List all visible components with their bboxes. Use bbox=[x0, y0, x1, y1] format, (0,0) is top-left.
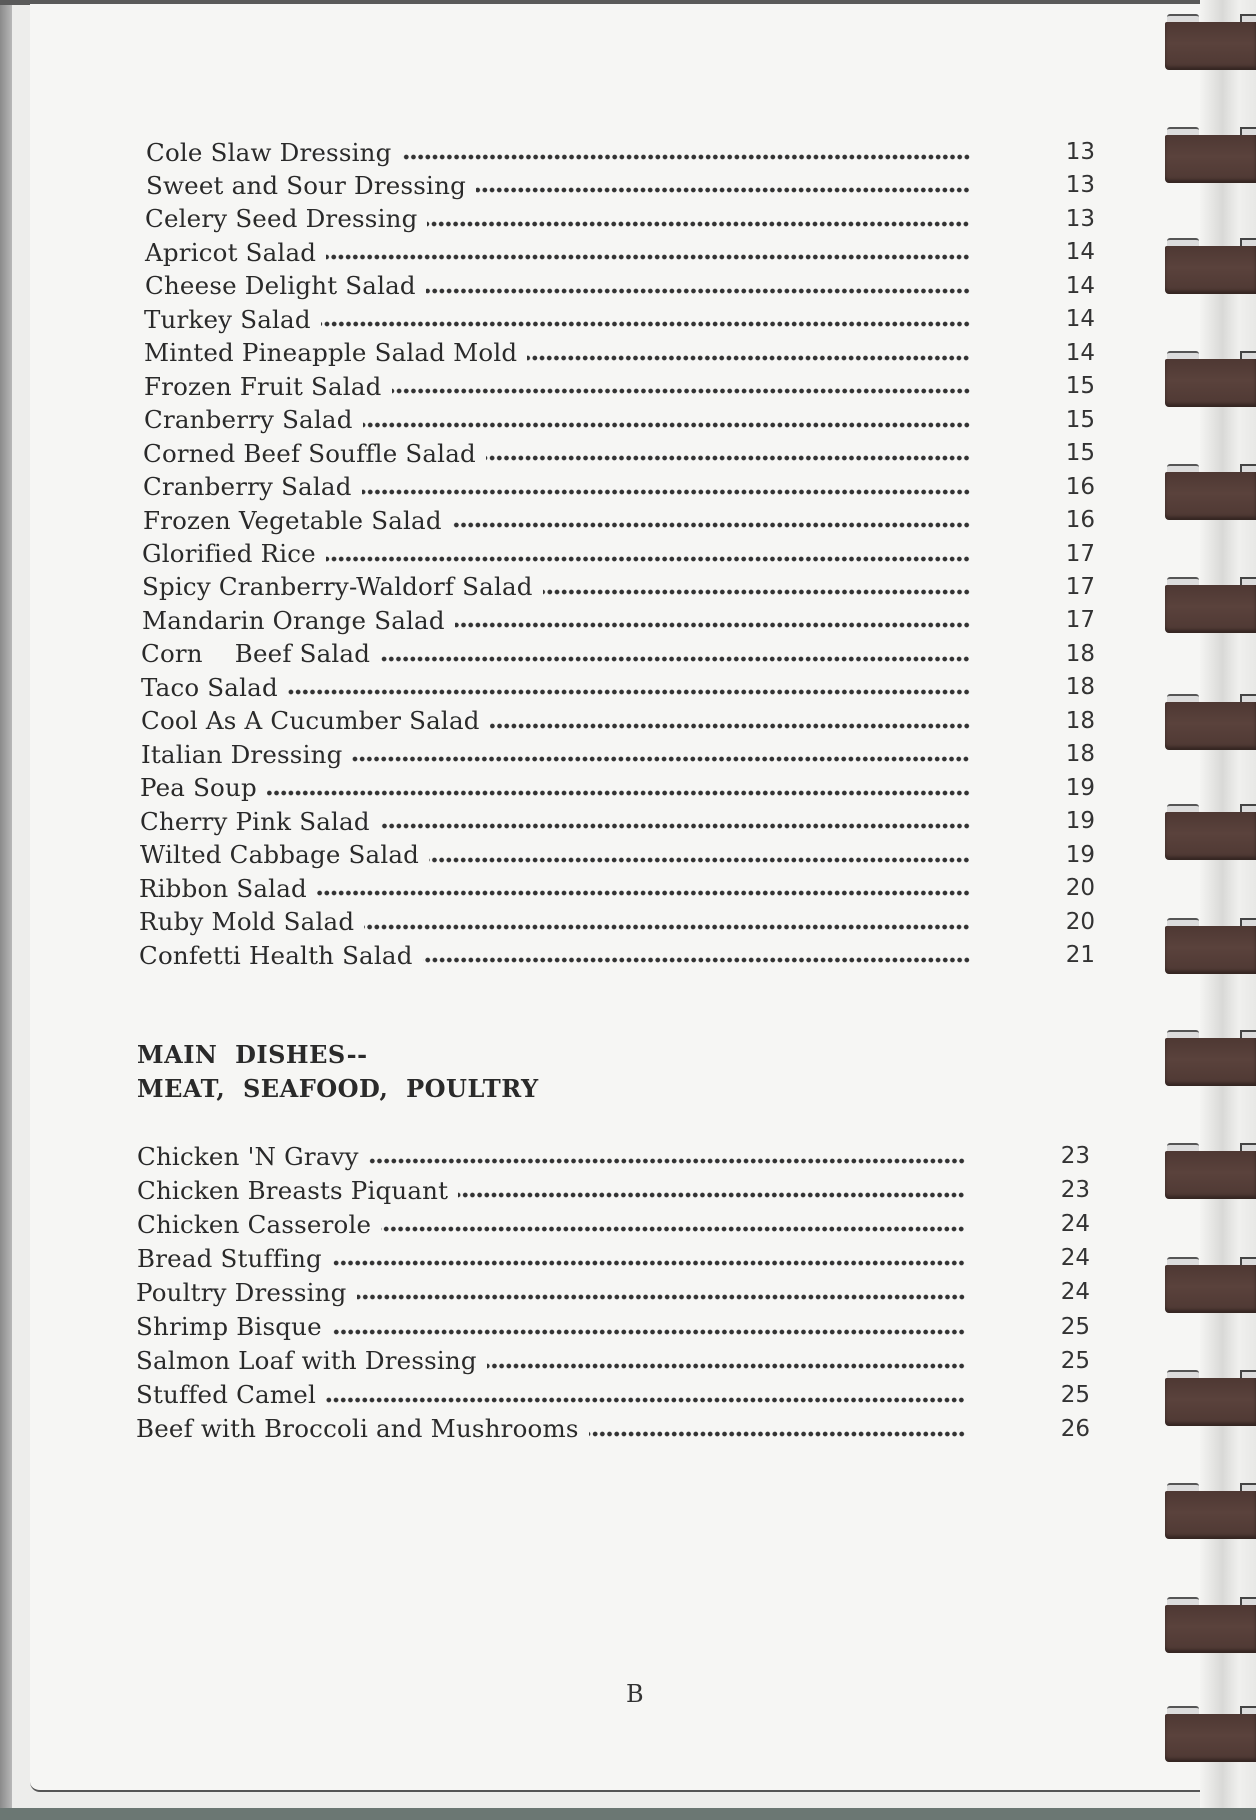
dot-leader bbox=[352, 755, 970, 763]
entry-page-number: 17 bbox=[1065, 540, 1095, 567]
dot-leader bbox=[267, 789, 970, 797]
binding-ring bbox=[1165, 14, 1256, 70]
entry-page-number: 25 bbox=[1060, 1313, 1090, 1340]
entry-title: Chicken Casserole bbox=[137, 1209, 372, 1239]
entry-title: Corn Beef Salad bbox=[141, 639, 371, 669]
binding-ring bbox=[1165, 1030, 1256, 1086]
entry-title: Poultry Dressing bbox=[136, 1277, 347, 1307]
toc-entry bbox=[139, 938, 1095, 972]
toc-entry bbox=[137, 1207, 1090, 1241]
dot-leader bbox=[527, 354, 970, 362]
entry-page-number: 24 bbox=[1060, 1245, 1090, 1272]
toc-entry bbox=[141, 670, 1095, 704]
binding-ring bbox=[1165, 1257, 1256, 1313]
section-heading-main-dishes: MAIN DISHES-- bbox=[137, 1040, 368, 1069]
entry-page-number: 18 bbox=[1065, 707, 1095, 734]
dot-leader bbox=[452, 521, 970, 529]
entry-page-number: 13 bbox=[1065, 172, 1095, 199]
entry-page-number: 17 bbox=[1065, 573, 1095, 600]
entry-title: Chicken Breasts Piquant bbox=[137, 1175, 449, 1205]
entry-title: Cole Slaw Dressing bbox=[146, 137, 392, 167]
toc-entry bbox=[136, 1310, 1090, 1344]
entry-page-number: 13 bbox=[1065, 139, 1095, 165]
entry-page-number: 23 bbox=[1060, 1143, 1090, 1169]
dot-leader bbox=[362, 488, 970, 496]
entry-page-number: 15 bbox=[1065, 373, 1095, 400]
dot-leader bbox=[381, 1225, 965, 1233]
entry-page-number: 18 bbox=[1065, 674, 1095, 701]
entry-title: Celery Seed Dressing bbox=[145, 204, 418, 234]
dot-leader bbox=[369, 1157, 965, 1165]
entry-page-number: 25 bbox=[1060, 1381, 1090, 1408]
entry-title: Apricot Salad bbox=[145, 237, 317, 267]
entry-title: Confetti Health Salad bbox=[139, 940, 413, 970]
binding-ring bbox=[1165, 804, 1256, 860]
toc-entry bbox=[139, 905, 1095, 939]
binding-ring bbox=[1165, 918, 1256, 974]
entry-title: Turkey Salad bbox=[144, 304, 311, 334]
dot-leader bbox=[357, 1293, 965, 1301]
binding-ring bbox=[1165, 1597, 1256, 1653]
toc-entry bbox=[142, 537, 1095, 571]
dot-leader bbox=[543, 588, 970, 596]
entry-page-number: 25 bbox=[1060, 1347, 1090, 1374]
entry-title: Ribbon Salad bbox=[139, 873, 307, 903]
toc-entry bbox=[137, 1241, 1090, 1275]
dot-leader bbox=[321, 320, 970, 328]
entry-title: Mandarin Orange Salad bbox=[142, 605, 445, 635]
page-label: B bbox=[626, 1680, 644, 1708]
entry-page-number: 14 bbox=[1065, 239, 1095, 266]
entry-title: Stuffed Camel bbox=[136, 1380, 317, 1410]
entry-page-number: 19 bbox=[1065, 841, 1095, 868]
toc-entry bbox=[144, 369, 1095, 403]
dot-leader bbox=[364, 923, 970, 931]
toc-entry bbox=[141, 704, 1095, 738]
dot-leader bbox=[455, 621, 970, 629]
toc-entry bbox=[140, 838, 1095, 872]
dot-leader bbox=[326, 253, 970, 261]
entry-title: Cherry Pink Salad bbox=[140, 806, 370, 836]
entry-page-number: 26 bbox=[1060, 1415, 1090, 1442]
binding-ring bbox=[1165, 351, 1256, 407]
entry-page-number: 20 bbox=[1065, 875, 1095, 902]
toc-entry bbox=[143, 470, 1095, 504]
dot-leader bbox=[429, 856, 970, 864]
dot-leader bbox=[458, 1191, 965, 1199]
toc-entry bbox=[146, 168, 1095, 202]
entry-title: Beef with Broccoli and Mushrooms bbox=[136, 1414, 579, 1444]
entry-page-number: 19 bbox=[1065, 774, 1095, 801]
dot-leader bbox=[326, 1396, 965, 1404]
entry-page-number: 21 bbox=[1065, 942, 1095, 969]
entry-page-number: 14 bbox=[1065, 306, 1095, 333]
entry-title: Salmon Loaf with Dressing bbox=[136, 1346, 477, 1376]
toc-entry bbox=[144, 403, 1095, 437]
binding-ring bbox=[1165, 1706, 1256, 1762]
bottom-background-strip bbox=[0, 1808, 1256, 1820]
entry-page-number: 20 bbox=[1065, 908, 1095, 935]
dot-leader bbox=[392, 387, 970, 395]
toc-entry bbox=[140, 804, 1095, 838]
toc-entry bbox=[145, 202, 1095, 236]
dot-leader bbox=[423, 956, 970, 964]
entry-page-number: 13 bbox=[1065, 205, 1095, 232]
entry-title: Glorified Rice bbox=[142, 539, 316, 569]
dot-leader bbox=[490, 722, 970, 730]
entry-page-number: 24 bbox=[1060, 1279, 1090, 1306]
dot-leader bbox=[317, 889, 970, 897]
entry-page-number: 15 bbox=[1065, 406, 1095, 433]
toc-entry bbox=[145, 235, 1095, 269]
entry-title: Cranberry Salad bbox=[143, 472, 352, 502]
entry-page-number: 14 bbox=[1065, 272, 1095, 299]
binding-ring bbox=[1165, 577, 1256, 633]
entry-page-number: 14 bbox=[1065, 339, 1095, 366]
toc-entry bbox=[139, 871, 1095, 905]
entry-title: Italian Dressing bbox=[141, 739, 343, 769]
dot-leader bbox=[380, 655, 970, 663]
toc-entry bbox=[145, 269, 1095, 303]
dot-leader bbox=[476, 186, 970, 194]
entry-title: Cranberry Salad bbox=[144, 405, 353, 435]
entry-title: Shrimp Bisque bbox=[136, 1312, 322, 1341]
toc-entry bbox=[136, 1378, 1090, 1412]
toc-entry bbox=[137, 1139, 1090, 1173]
entry-title: Frozen Fruit Salad bbox=[144, 371, 382, 401]
binding-ring bbox=[1165, 127, 1256, 183]
entry-title: Sweet and Sour Dressing bbox=[146, 170, 466, 200]
entry-page-number: 16 bbox=[1065, 507, 1095, 534]
entry-page-number: 23 bbox=[1060, 1177, 1090, 1204]
entry-title: Corned Beef Souffle Salad bbox=[143, 438, 476, 468]
dot-leader bbox=[332, 1259, 965, 1267]
toc-entry bbox=[146, 135, 1095, 169]
entry-title: Minted Pineapple Salad Mold bbox=[144, 338, 518, 368]
toc-entry bbox=[136, 1275, 1090, 1309]
entry-title: Spicy Cranberry-Waldorf Salad bbox=[142, 572, 533, 602]
dot-leader bbox=[363, 421, 970, 429]
toc-entry bbox=[141, 637, 1095, 671]
toc-entry bbox=[144, 302, 1095, 336]
dot-leader bbox=[326, 555, 970, 563]
entry-title: Frozen Vegetable Salad bbox=[143, 505, 442, 535]
entry-page-number: 17 bbox=[1065, 607, 1095, 634]
entry-title: Bread Stuffing bbox=[137, 1243, 322, 1273]
dot-leader bbox=[380, 822, 970, 830]
entry-page-number: 18 bbox=[1065, 741, 1095, 768]
dot-leader bbox=[427, 220, 970, 228]
dot-leader bbox=[402, 153, 970, 161]
section-subheading-meat-seafood-poultry: MEAT, SEAFOOD, POULTRY bbox=[137, 1074, 539, 1103]
entry-page-number: 15 bbox=[1065, 440, 1095, 467]
toc-entry bbox=[143, 436, 1095, 470]
dot-leader bbox=[288, 688, 970, 696]
toc-entry bbox=[142, 570, 1095, 604]
entry-title: Chicken 'N Gravy bbox=[137, 1141, 359, 1171]
toc-entry bbox=[143, 503, 1095, 537]
binding-ring bbox=[1165, 1370, 1256, 1426]
dot-leader bbox=[487, 1362, 965, 1370]
dot-leader bbox=[486, 454, 970, 462]
toc-entry bbox=[144, 336, 1095, 370]
dot-leader bbox=[589, 1430, 965, 1438]
binding-ring bbox=[1165, 1143, 1256, 1199]
dot-leader bbox=[332, 1328, 965, 1336]
toc-entry bbox=[136, 1344, 1090, 1378]
entry-title: Cool As A Cucumber Salad bbox=[141, 706, 480, 736]
toc-entry bbox=[141, 737, 1095, 771]
entry-page-number: 18 bbox=[1065, 640, 1095, 667]
binding-ring bbox=[1165, 464, 1256, 520]
entry-page-number: 19 bbox=[1065, 808, 1095, 835]
entry-title: Ruby Mold Salad bbox=[139, 907, 355, 937]
left-binding-strip bbox=[0, 0, 12, 1820]
toc-entry bbox=[142, 603, 1095, 637]
entry-page-number: 24 bbox=[1060, 1211, 1090, 1238]
entry-page-number: 16 bbox=[1065, 473, 1095, 500]
binding-ring bbox=[1165, 694, 1256, 750]
entry-title: Taco Salad bbox=[141, 672, 278, 702]
dot-leader bbox=[426, 287, 970, 295]
entry-title: Cheese Delight Salad bbox=[145, 271, 416, 301]
toc-entry bbox=[140, 771, 1095, 805]
entry-title: Pea Soup bbox=[140, 773, 257, 803]
toc-entry bbox=[137, 1173, 1090, 1207]
toc-entry bbox=[136, 1412, 1090, 1446]
entry-title: Wilted Cabbage Salad bbox=[140, 840, 420, 870]
binding-ring bbox=[1165, 238, 1256, 294]
binding-ring bbox=[1165, 1483, 1256, 1539]
